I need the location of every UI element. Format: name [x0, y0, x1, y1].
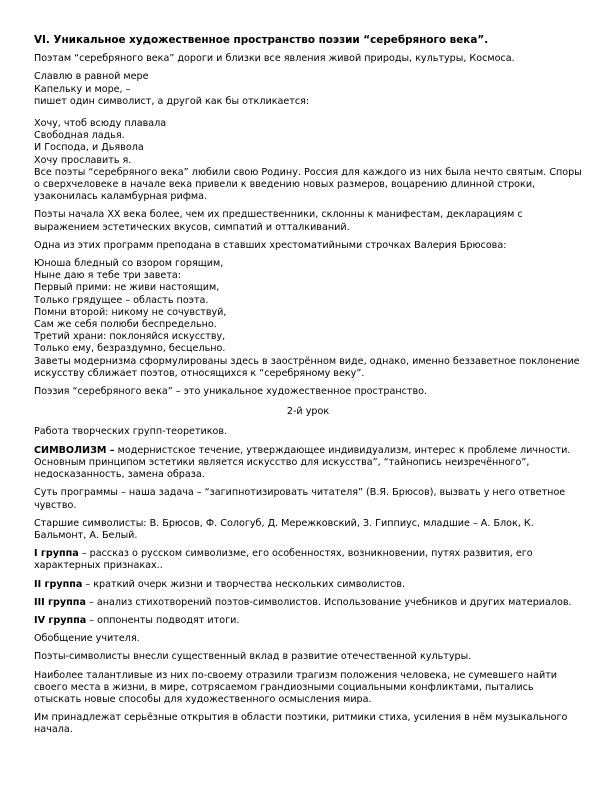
- poem-excerpt-1: [34, 71, 582, 108]
- verse-line: Третий храни: поклоняйся искусству,: [34, 331, 226, 343]
- paragraph-manifestos: Поэты начала XX века более, чем их предшественники, склонны к манифестам, декларациям с выражением эстетических вкусов, симпатий и отталкиваний.: [34, 209, 523, 233]
- verse-line: Хочу прославить я.: [34, 154, 132, 166]
- lesson-2-heading: 2-й урок: [286, 406, 330, 418]
- bryusov-poem: [34, 258, 582, 380]
- symbolism-definition: модернистское течение, утверждающее индивидуализм, интерес к проблеме личности. Основным принципом эстетики является искусство для искусства”, “тайнопись неизречённого”, недосказанность, замена образа.: [34, 444, 571, 481]
- verse-line: Юноша бледный со взором горящим,: [34, 258, 224, 270]
- paragraph-teacher-summary: Обобщение учителя.: [34, 633, 140, 645]
- verse-line: Только ему, безраздумно, бесцельно.: [34, 343, 226, 355]
- poem-excerpt-2: [34, 118, 582, 167]
- group-4-task: – оппоненты подводят итоги.: [86, 614, 240, 626]
- paragraph-unique-space: Поэзия “серебряного века” – это уникальное художественное пространство.: [34, 386, 428, 398]
- verse-line: Свободная ладья.: [34, 130, 125, 142]
- group-2: [34, 579, 582, 591]
- group-1-task: – рассказ о русском символизме, его особенностях, возникновении, путях развития, его характерных признаках..: [34, 548, 533, 572]
- paragraph-bryusov-intro: Одна из этих программ преподана в ставших хрестоматийными строчках Валерия Брюсова:: [34, 239, 507, 251]
- paragraph-senior-symbolists: Старшие символисты: В. Брюсов, Ф. Сологуб, Д. Мережковский, З. Гиппиус, младшие – А. Блок, К. Бальмонт, А. Белый.: [34, 517, 534, 541]
- verse-line: Сам же себя полюби беспредельно.: [34, 319, 217, 331]
- symbolism-term: СИМВОЛИЗМ –: [34, 444, 115, 456]
- group-3: [34, 597, 582, 609]
- verse-line: Капельку и море, –: [34, 83, 131, 95]
- paragraph-motherland: Все поэты “серебряного века” любили свою Родину. Россия для каждого из них была нечто святым. Споры о сверхчеловеке в начале века привели к введению новых размеров, воцарению длинной строки, узаконилась каламбурная рифма.: [34, 166, 582, 203]
- verse-line: И Господа, и Дьявола: [34, 142, 144, 154]
- group-4: [34, 615, 582, 627]
- verse-line: Славлю в равной мере: [34, 71, 149, 83]
- paragraph-group-work: Работа творческих групп-теоретиков.: [34, 426, 228, 438]
- group-1-label: I группа: [34, 548, 79, 560]
- verse-line: Только грядущее – область поэта.: [34, 294, 209, 306]
- group-2-task: – краткий очерк жизни и творчества нескольких символистов.: [82, 578, 406, 590]
- verse-line: Хочу, чтоб всюду плавала: [34, 118, 167, 130]
- paragraph-contribution: Поэты-символисты внесли существенный вклад в развитие отечественной культуры.: [34, 651, 472, 663]
- section-heading: VI. Уникальное художественное пространство поэзии “серебряного века”.: [34, 34, 489, 46]
- paragraph-discoveries: Им принадлежат серьёзные открытия в области поэтики, ритмики стиха, усиления в нём музыкального начала.: [34, 712, 568, 736]
- group-4-label: IV группа: [34, 614, 87, 626]
- verse-comment: пишет один символист, а другой как бы откликается:: [34, 95, 310, 107]
- modernism-comment: Заветы модернизма сформулированы здесь в заострённом виде, однако, именно беззаветное поклонение искусству сближает поэтов, относящихся к “серебряному веку”.: [34, 355, 580, 379]
- paragraph-program: Суть программы – наша задача – “загипнотизировать читателя” (В.Я. Брюсов), вызвать у него ответное чувство.: [34, 487, 566, 511]
- verse-line: Первый прими: не живи настоящим,: [34, 282, 220, 294]
- group-3-label: III группа: [34, 596, 86, 608]
- verse-line: Ныне даю я тебе три завета:: [34, 270, 182, 282]
- group-2-label: II группа: [34, 578, 83, 590]
- group-3-task: – анализ стихотворений поэтов-символистов. Использование учебников и других материалов.: [85, 596, 572, 608]
- verse-line: Помни второй: никому не сочувствуй,: [34, 306, 227, 318]
- paragraph-talented: Наиболее талантливые из них по-своему отразили трагизм положения человека, не сумевшего найти своего места в жизни, в мире, сотрясаемом грандиозными социальными конфликтами, пытались отыскать новые способы для художественного осмысления мира.: [34, 669, 558, 705]
- paragraph-symbolism: [34, 445, 582, 482]
- document-page: [34, 34, 582, 743]
- group-1: [34, 548, 582, 572]
- paragraph-intro: Поэтам “серебряного века” дороги и близки все явления живой природы, культуры, Космоса.: [34, 53, 515, 65]
